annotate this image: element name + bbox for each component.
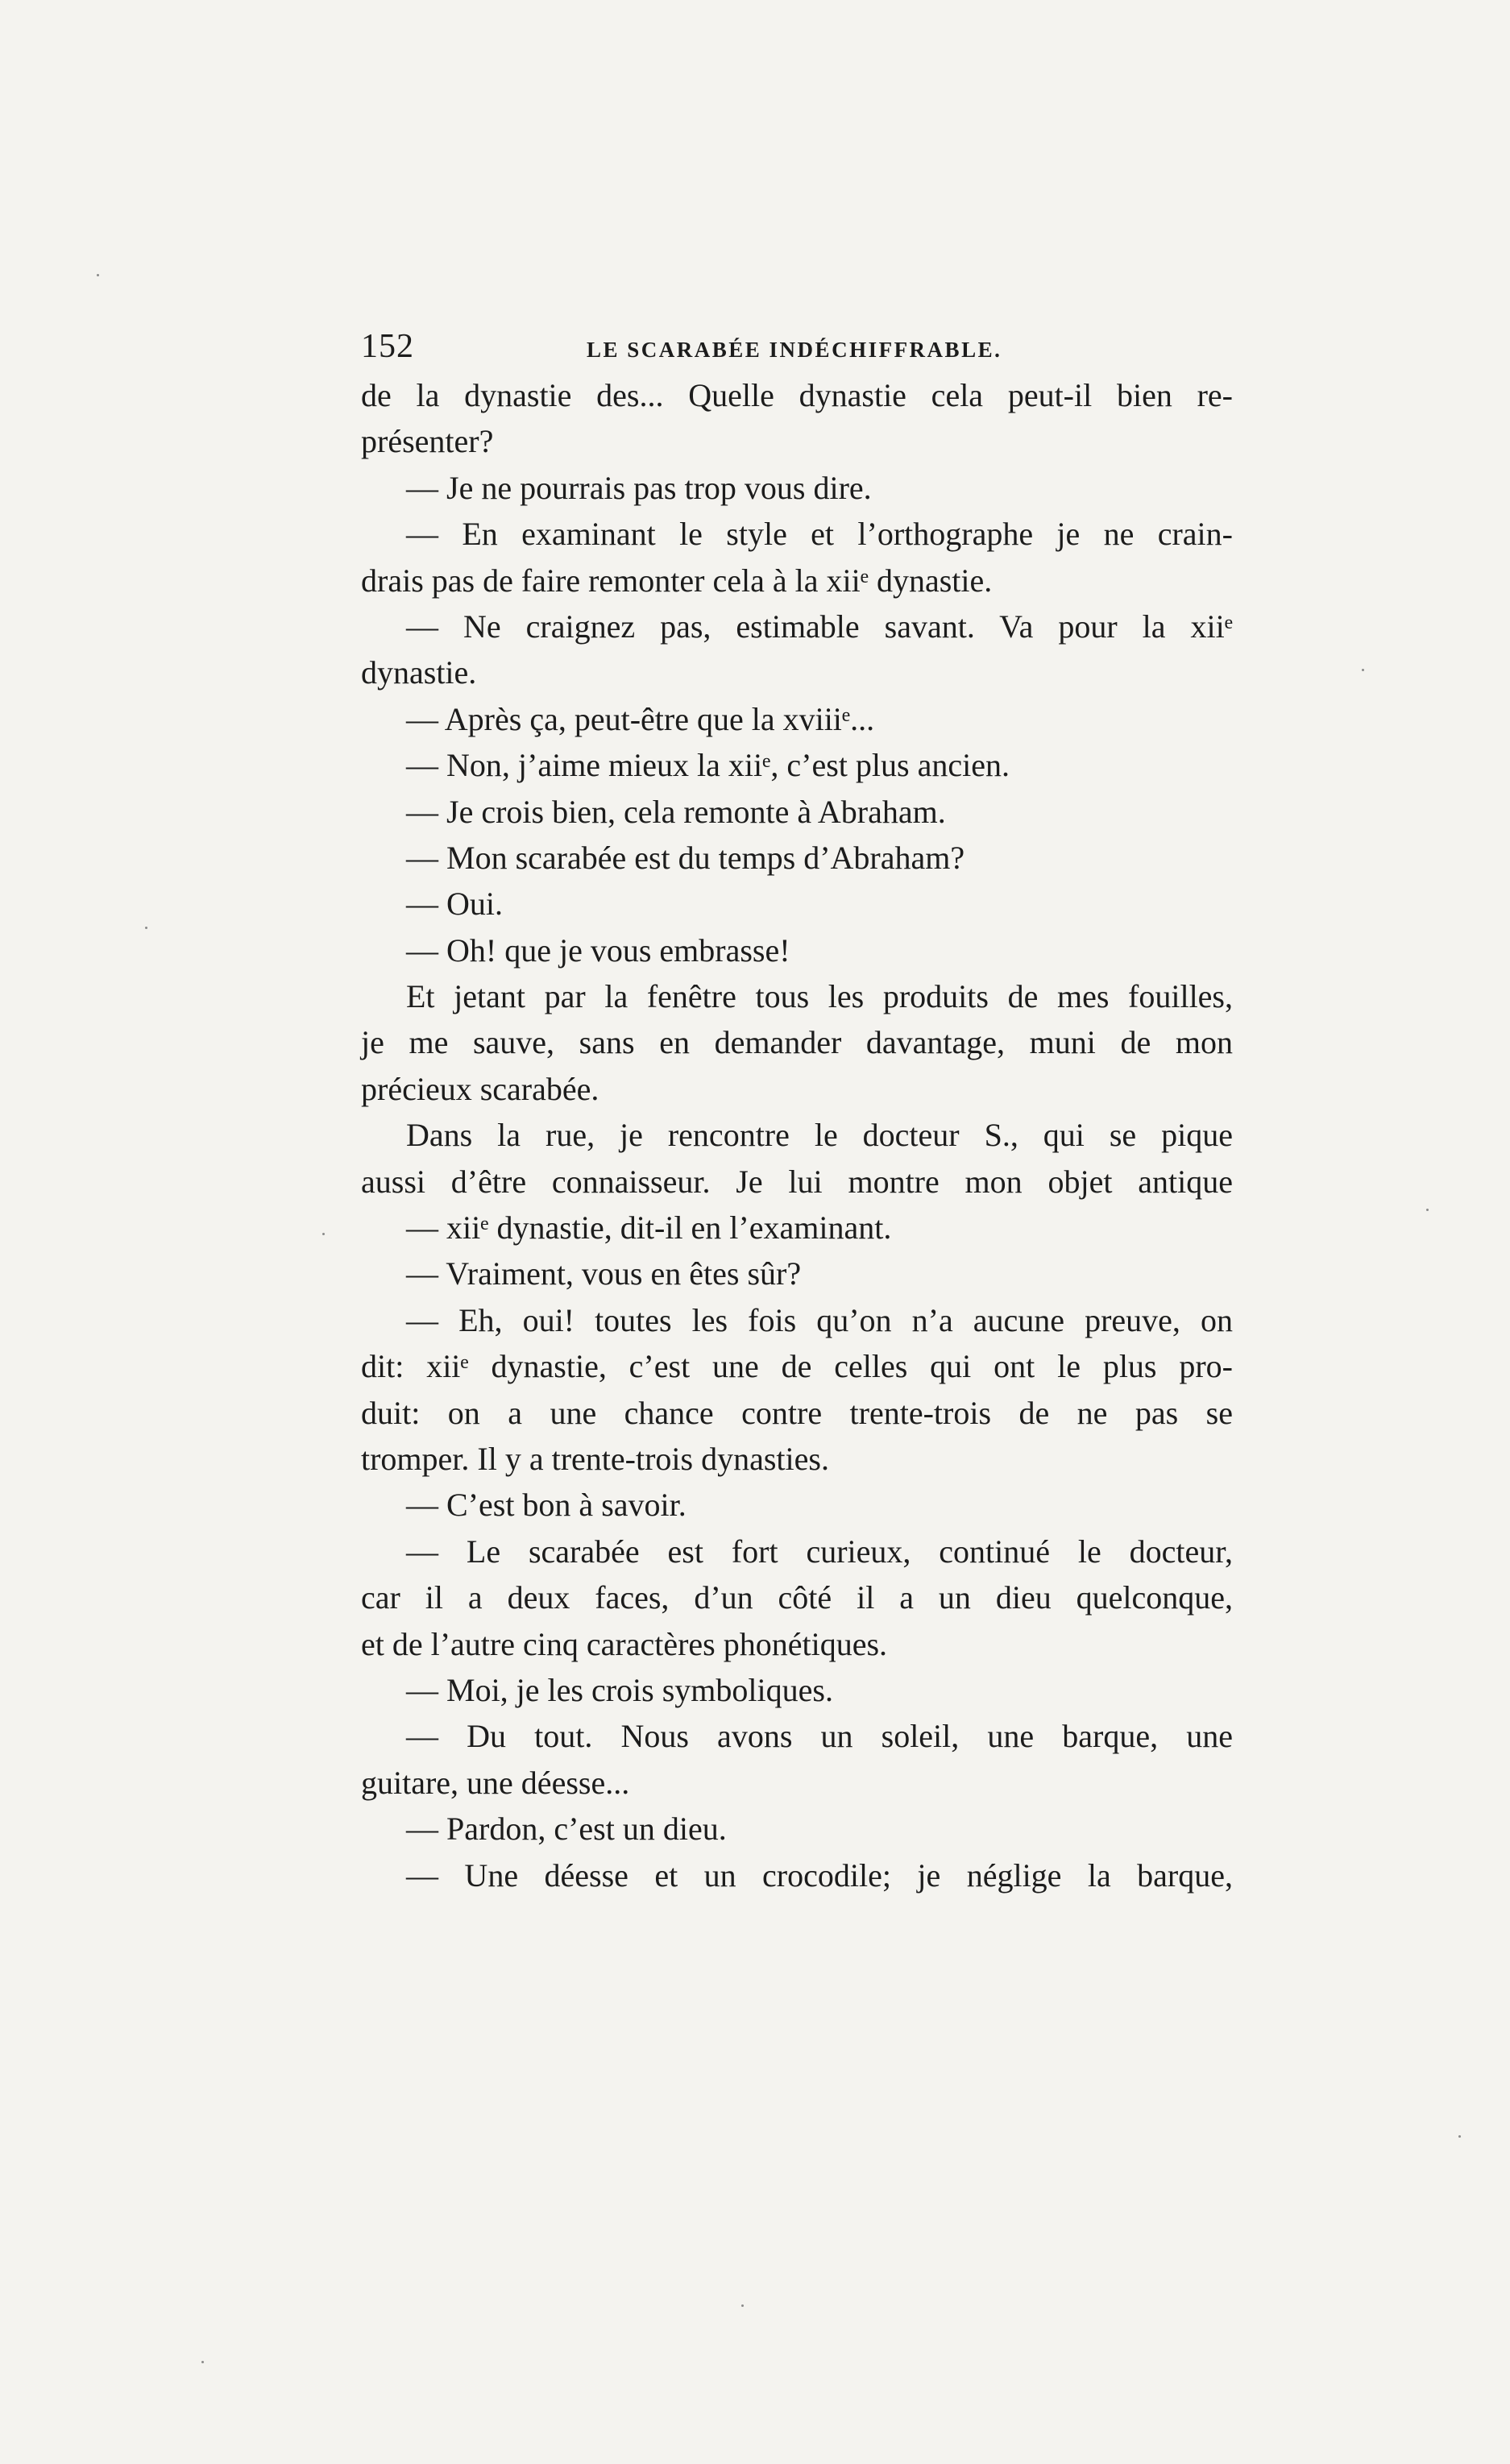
- text-line: — Oh! que je vous embrasse!: [406, 931, 790, 969]
- body-text: [361, 372, 1233, 1898]
- text-line: — Pardon, c’est un dieu.: [406, 1811, 727, 1848]
- paper-speck: [1426, 1209, 1429, 1211]
- page-number: 152: [361, 328, 414, 365]
- page-header: [361, 322, 1233, 371]
- text-line: — Eh, oui! toutes les fois qu’on n’a aucune preuve, on: [406, 1301, 1233, 1338]
- text-line: — Je crois bien, cela remonte à Abraham.: [406, 793, 946, 830]
- text-line: précieux scarabée.: [361, 1070, 599, 1107]
- text-line: — Oui.: [406, 886, 503, 923]
- text-line: — Ne craignez pas, estimable savant. Va pour la xiiᵉ: [406, 608, 1233, 645]
- text-line: Et jetant par la fenêtre tous les produits de mes fouilles,: [406, 978, 1233, 1015]
- text-line: — Je ne pourrais pas trop vous dire.: [406, 469, 872, 506]
- paper-speck: [741, 2304, 744, 2307]
- text-line: de la dynastie des... Quelle dynastie cela peut-il bien re-: [361, 377, 1233, 413]
- text-line: je me sauve, sans en demander davantage, muni de mon: [361, 1024, 1233, 1061]
- text-line: — En examinant le style et l’orthographe je ne crain-: [406, 516, 1233, 553]
- text-line: car il a deux faces, d’un côté il a un dieu quelconque,: [361, 1579, 1233, 1616]
- text-line: — Moi, je les crois symboliques.: [406, 1671, 833, 1708]
- text-line: duit: on a une chance contre trente-trois de ne pas se: [361, 1394, 1233, 1431]
- text-line: présenter?: [361, 423, 494, 460]
- text-line: — Mon scarabée est du temps d’Abraham?: [406, 839, 965, 876]
- text-line: dit: xiiᵉ dynastie, c’est une de celles qui ont le plus pro-: [361, 1348, 1233, 1385]
- paper-speck: [1362, 669, 1364, 671]
- text-line: drais pas de faire remonter cela à la xiiᵉ dynastie.: [361, 562, 993, 599]
- text-line: guitare, une déesse...: [361, 1764, 630, 1801]
- text-line: — Non, j’aime mieux la xiiᵉ, c’est plus ancien.: [406, 747, 1010, 784]
- text-line: Dans la rue, je rencontre le docteur S., qui se pique: [406, 1117, 1233, 1154]
- text-line: — Le scarabée est fort curieux, continué le docteur,: [406, 1533, 1233, 1570]
- text-line: — Vraiment, vous en êtes sûr?: [406, 1255, 802, 1292]
- text-line: aussi d’être connaisseur. Je lui montre mon objet antique: [361, 1163, 1233, 1200]
- paper-speck: [201, 2361, 204, 2363]
- text-line: — C’est bon à savoir.: [406, 1487, 687, 1524]
- text-line: — Une déesse et un crocodile; je néglige la barque,: [406, 1856, 1233, 1894]
- text-line: tromper. Il y a trente-trois dynasties.: [361, 1440, 829, 1477]
- paper-speck: [322, 1233, 325, 1235]
- running-title: LE SCARABÉE INDÉCHIFFRABLE.: [587, 338, 1002, 362]
- text-line: dynastie.: [361, 654, 477, 691]
- text-line: — xiiᵉ dynastie, dit-il en l’examinant.: [406, 1209, 892, 1247]
- paper-speck: [1458, 2135, 1461, 2138]
- text-line: — Après ça, peut-être que la xviiiᵉ...: [406, 700, 875, 737]
- text-line: — Du tout. Nous avons un soleil, une barque, une: [406, 1718, 1233, 1755]
- paper-speck: [145, 927, 147, 929]
- paper-speck: [97, 274, 99, 276]
- text-line: et de l’autre cinq caractères phonétiques.: [361, 1625, 888, 1662]
